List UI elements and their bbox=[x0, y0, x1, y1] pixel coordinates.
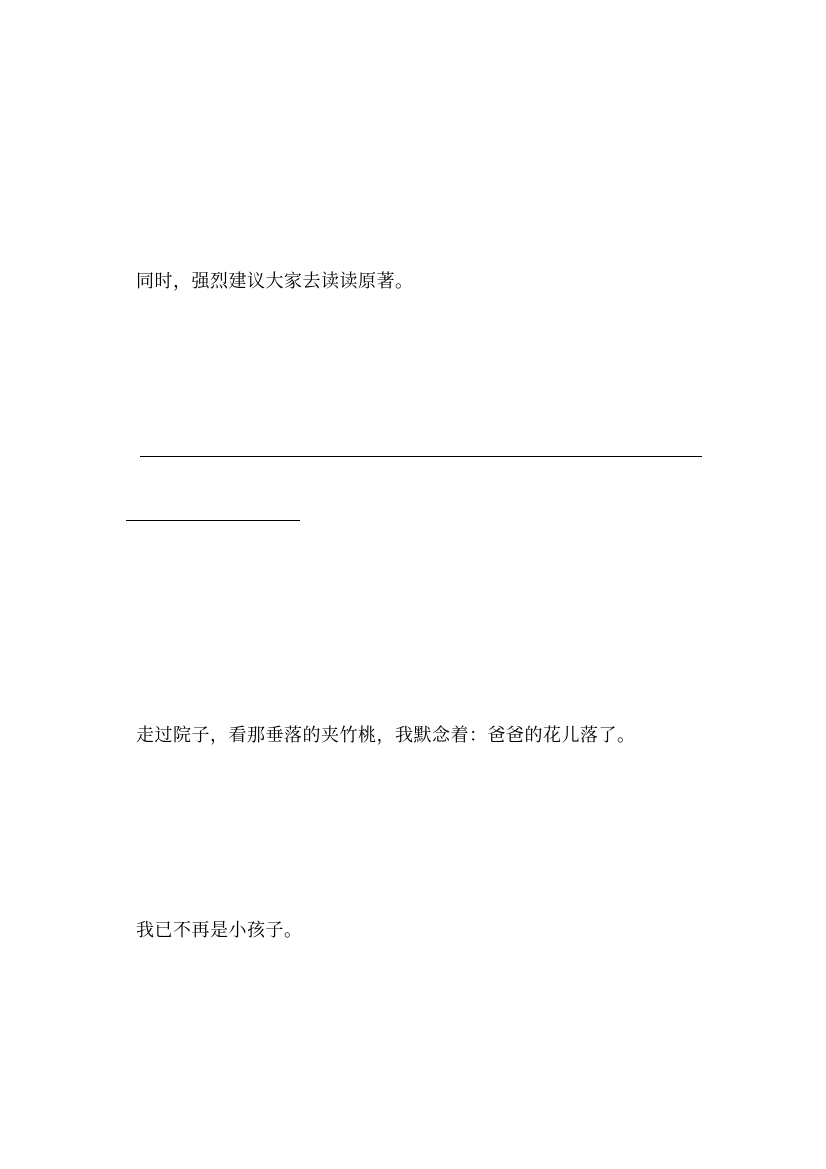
separator-line bbox=[140, 456, 702, 457]
separator-line-continuation bbox=[126, 520, 300, 521]
paragraph-no-longer-child: 我已不再是小孩子。 bbox=[136, 920, 303, 941]
paragraph-recommendation: 同时，强烈建议大家去读读原著。 bbox=[136, 271, 414, 292]
paragraph-courtyard: 走过院子，看那垂落的夹竹桃，我默念着：爸爸的花儿落了。 bbox=[136, 725, 636, 746]
